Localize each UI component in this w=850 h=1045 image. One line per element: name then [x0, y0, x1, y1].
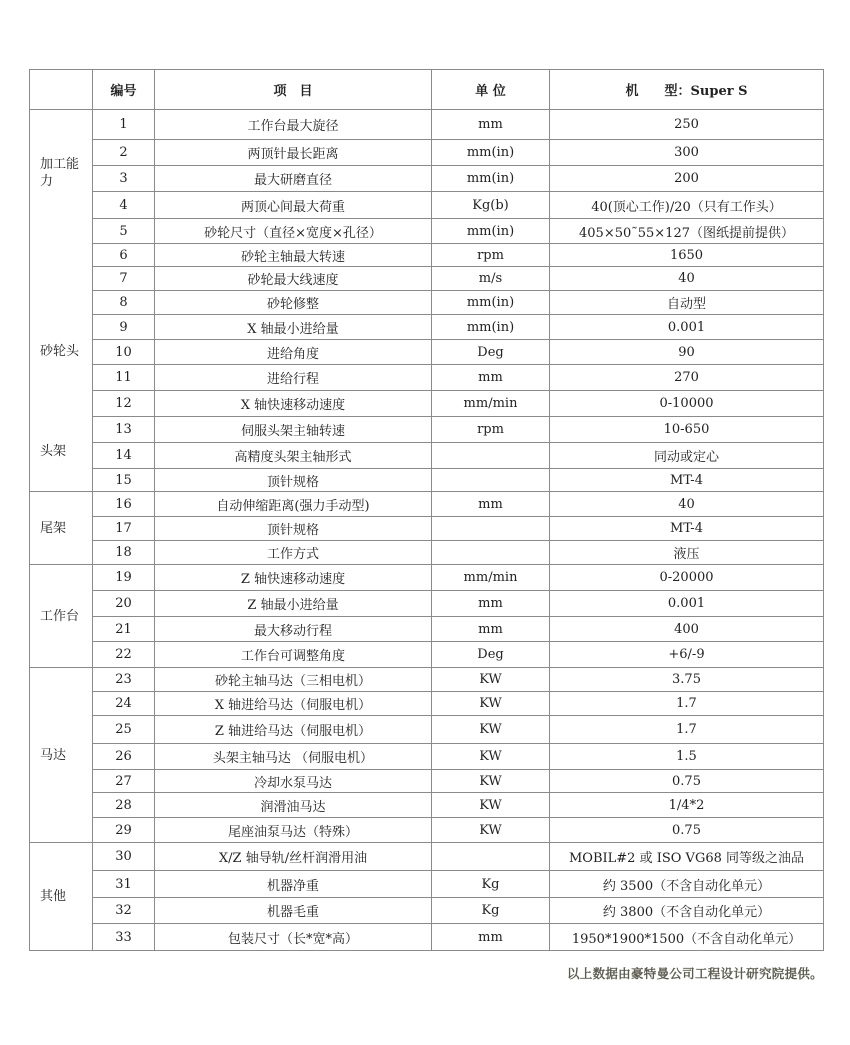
table-row [30, 716, 824, 744]
row-item: 顶针规格 [155, 469, 432, 492]
row-unit: Deg [432, 340, 550, 365]
row-value: 3.75 [550, 668, 824, 692]
row-unit: mm [432, 110, 550, 140]
table-row [30, 391, 824, 417]
table-row [30, 166, 824, 192]
row-no: 2 [93, 140, 155, 166]
row-item: 工作台最大旋径 [155, 110, 432, 140]
row-value: 270 [550, 365, 824, 391]
header-unit: 单 位 [432, 70, 550, 110]
row-item: 润滑油马达 [155, 793, 432, 818]
row-no: 33 [93, 924, 155, 951]
row-unit: m/s [432, 267, 550, 291]
table-row [30, 140, 824, 166]
table-row [30, 443, 824, 469]
row-value: MT-4 [550, 517, 824, 541]
table-row [30, 770, 824, 793]
row-item: 伺服头架主轴转速 [155, 417, 432, 443]
row-no: 8 [93, 291, 155, 315]
row-no: 17 [93, 517, 155, 541]
row-item: X 轴进给马达（伺服电机） [155, 692, 432, 716]
row-value: 0-20000 [550, 565, 824, 591]
row-unit: mm/min [432, 565, 550, 591]
row-value: MOBIL#2 或 ISO VG68 同等级之油品 [550, 843, 824, 871]
row-item: 砂轮最大线速度 [155, 267, 432, 291]
table-row [30, 365, 824, 391]
row-unit: rpm [432, 417, 550, 443]
row-no: 31 [93, 871, 155, 898]
row-item: 尾座油泵马达（特殊） [155, 818, 432, 843]
row-unit [432, 469, 550, 492]
row-no: 10 [93, 340, 155, 365]
table-row [30, 192, 824, 219]
row-no: 1 [93, 110, 155, 140]
row-value: 0.75 [550, 818, 824, 843]
row-value: 约 3500（不含自动化单元） [550, 871, 824, 898]
row-item: 顶针规格 [155, 517, 432, 541]
row-unit: KW [432, 793, 550, 818]
row-no: 28 [93, 793, 155, 818]
row-no: 9 [93, 315, 155, 340]
table-row [30, 244, 824, 267]
row-no: 5 [93, 219, 155, 244]
table-row [30, 565, 824, 591]
row-no: 26 [93, 744, 155, 770]
row-unit: KW [432, 716, 550, 744]
row-item: Z 轴快速移动速度 [155, 565, 432, 591]
row-no: 6 [93, 244, 155, 267]
row-unit: mm [432, 492, 550, 517]
row-item: 进给行程 [155, 365, 432, 391]
row-value: 1/4*2 [550, 793, 824, 818]
category-cell-worktable: 工作台 [30, 565, 93, 668]
table-row [30, 219, 824, 244]
row-no: 27 [93, 770, 155, 793]
row-unit: mm(in) [432, 166, 550, 192]
row-value: 90 [550, 340, 824, 365]
row-item: 进给角度 [155, 340, 432, 365]
row-unit: mm/min [432, 391, 550, 417]
row-no: 14 [93, 443, 155, 469]
row-item: Z 轴最小进给量 [155, 591, 432, 617]
row-value: 300 [550, 140, 824, 166]
table-row [30, 668, 824, 692]
row-item: 机器净重 [155, 871, 432, 898]
row-item: 高精度头架主轴形式 [155, 443, 432, 469]
category-cell-other: 其他 [30, 843, 93, 951]
row-value: 0.001 [550, 315, 824, 340]
row-value: 40 [550, 492, 824, 517]
row-no: 7 [93, 267, 155, 291]
row-value: MT-4 [550, 469, 824, 492]
table-row [30, 793, 824, 818]
row-value: 250 [550, 110, 824, 140]
table-row [30, 617, 824, 642]
header-model: 机 型：Super S [550, 70, 824, 110]
row-item: 头架主轴马达 （伺服电机） [155, 744, 432, 770]
row-no: 18 [93, 541, 155, 565]
row-no: 32 [93, 898, 155, 924]
header-row [30, 70, 824, 110]
row-value: 1950*1900*1500（不含自动化单元） [550, 924, 824, 951]
row-no: 13 [93, 417, 155, 443]
row-no: 22 [93, 642, 155, 668]
row-value: 约 3800（不含自动化单元） [550, 898, 824, 924]
row-no: 21 [93, 617, 155, 642]
row-no: 16 [93, 492, 155, 517]
row-value: 1.7 [550, 692, 824, 716]
row-item: Z 轴进给马达（伺服电机） [155, 716, 432, 744]
row-value: 40 [550, 267, 824, 291]
row-item: X/Z 轴导轨/丝杆润滑用油 [155, 843, 432, 871]
row-value: 10-650 [550, 417, 824, 443]
row-value: 0-10000 [550, 391, 824, 417]
row-unit [432, 443, 550, 469]
category-cell-tailstock: 尾架 [30, 492, 93, 565]
row-item: X 轴最小进给量 [155, 315, 432, 340]
table-row [30, 110, 824, 140]
row-item: 冷却水泵马达 [155, 770, 432, 793]
row-unit: mm(in) [432, 140, 550, 166]
row-item: 自动伸缩距离(强力手动型) [155, 492, 432, 517]
row-no: 24 [93, 692, 155, 716]
row-unit: mm(in) [432, 315, 550, 340]
row-unit: mm [432, 924, 550, 951]
row-value: 400 [550, 617, 824, 642]
row-item: 最大研磨直径 [155, 166, 432, 192]
row-no: 11 [93, 365, 155, 391]
row-item: 砂轮修整 [155, 291, 432, 315]
table-row [30, 591, 824, 617]
row-item: 最大移动行程 [155, 617, 432, 642]
row-value: 40(顶心工作)/20（只有工作头） [550, 192, 824, 219]
row-no: 23 [93, 668, 155, 692]
table-row [30, 871, 824, 898]
row-value: 液压 [550, 541, 824, 565]
table-row [30, 642, 824, 668]
row-item: 砂轮主轴最大转速 [155, 244, 432, 267]
row-unit: Kg [432, 871, 550, 898]
table-row [30, 843, 824, 871]
row-item: 工作方式 [155, 541, 432, 565]
row-unit: mm [432, 591, 550, 617]
row-value: 0.75 [550, 770, 824, 793]
header-category [30, 70, 93, 110]
row-value: 自动型 [550, 291, 824, 315]
table-row [30, 818, 824, 843]
table-row [30, 541, 824, 565]
row-item: 两顶心间最大荷重 [155, 192, 432, 219]
table-row [30, 924, 824, 951]
row-value: 1.5 [550, 744, 824, 770]
header-no: 编号 [93, 70, 155, 110]
row-item: 工作台可调整角度 [155, 642, 432, 668]
row-no: 4 [93, 192, 155, 219]
row-item: 砂轮尺寸（直径×宽度×孔径） [155, 219, 432, 244]
category-label-wheelhead: 砂轮头 [40, 344, 80, 359]
row-value: +6/-9 [550, 642, 824, 668]
category-cell-capability-wheelhead-headstock [30, 110, 93, 492]
table-row [30, 469, 824, 492]
row-value: 同动或定心 [550, 443, 824, 469]
row-unit: KW [432, 818, 550, 843]
row-unit: mm(in) [432, 219, 550, 244]
source-footnote: 以上数据由豪特曼公司工程设计研究院提供。 [566, 966, 823, 981]
table-row [30, 315, 824, 340]
row-unit: rpm [432, 244, 550, 267]
row-item: 两顶针最长距离 [155, 140, 432, 166]
row-no: 15 [93, 469, 155, 492]
category-cell-motors: 马达 [30, 668, 93, 843]
table-row [30, 291, 824, 315]
row-unit: KW [432, 744, 550, 770]
row-value: 1.7 [550, 716, 824, 744]
row-unit: Deg [432, 642, 550, 668]
row-unit [432, 517, 550, 541]
row-unit: mm(in) [432, 291, 550, 315]
row-no: 3 [93, 166, 155, 192]
table-row [30, 492, 824, 517]
row-no: 25 [93, 716, 155, 744]
row-unit [432, 541, 550, 565]
row-no: 30 [93, 843, 155, 871]
row-value: 405×50˜55×127（图纸提前提供） [550, 219, 824, 244]
row-item: 机器毛重 [155, 898, 432, 924]
table-row [30, 340, 824, 365]
row-unit: KW [432, 668, 550, 692]
table-row [30, 898, 824, 924]
row-no: 20 [93, 591, 155, 617]
table-row [30, 417, 824, 443]
row-unit: Kg [432, 898, 550, 924]
row-unit: KW [432, 692, 550, 716]
row-unit [432, 843, 550, 871]
row-item: 砂轮主轴马达（三相电机） [155, 668, 432, 692]
table-row [30, 267, 824, 291]
row-unit: Kg(b) [432, 192, 550, 219]
row-no: 19 [93, 565, 155, 591]
row-no: 29 [93, 818, 155, 843]
row-unit: mm [432, 617, 550, 642]
header-item: 项 目 [155, 70, 432, 110]
category-label-headstock: 头架 [40, 444, 67, 459]
row-no: 12 [93, 391, 155, 417]
row-item: X 轴快速移动速度 [155, 391, 432, 417]
row-value: 200 [550, 166, 824, 192]
row-value: 1650 [550, 244, 824, 267]
row-value: 0.001 [550, 591, 824, 617]
table-row [30, 692, 824, 716]
row-unit: KW [432, 770, 550, 793]
table-row [30, 744, 824, 770]
row-item: 包装尺寸（长*宽*高） [155, 924, 432, 951]
spec-table [29, 69, 824, 951]
table-row [30, 517, 824, 541]
row-unit: mm [432, 365, 550, 391]
category-label-capability: 加工能力 [40, 157, 80, 189]
